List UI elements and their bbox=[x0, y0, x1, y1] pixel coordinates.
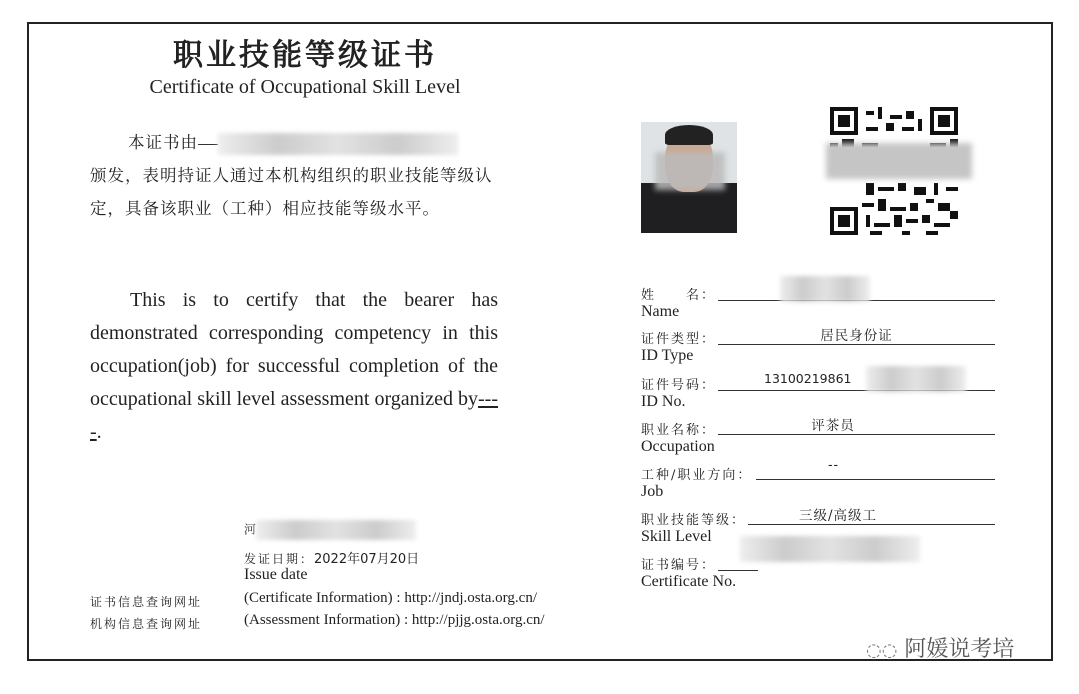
field-skill-level-value: 三级/高级工 bbox=[798, 508, 878, 524]
field-occupation-label-cn: 职业名称： bbox=[641, 423, 717, 438]
field-job-label-cn: 工种/职业方向： bbox=[641, 468, 753, 483]
field-skill-level-label-cn: 职业技能等级： bbox=[641, 513, 747, 528]
issuer-line bbox=[244, 520, 416, 540]
issue-date-label: 发证日期： bbox=[244, 552, 315, 566]
field-occupation bbox=[641, 419, 716, 455]
certificate-title-cn: 职业技能等级证书 bbox=[173, 38, 437, 73]
field-id-type-label-cn: 证件类型： bbox=[641, 332, 717, 347]
wechat-icon: ◌◌ bbox=[866, 640, 898, 661]
field-skill-level bbox=[641, 509, 746, 545]
field-job bbox=[641, 464, 752, 500]
id-no-redacted bbox=[866, 366, 966, 392]
body-en-text: This is to certify that the bearer has demonstrated corresponding competency in this occupation(job) for successful completion of the occupational skill level assessment organized bbox=[90, 289, 498, 410]
field-id-no-value: 13100219861 bbox=[764, 371, 852, 386]
certificate-title-en: Certificate of Occupational Skill Level bbox=[149, 76, 461, 98]
body-text-en bbox=[90, 284, 498, 449]
cert-info-url[interactable]: (Certificate Information) : http://jndj.osta.org.cn/ bbox=[244, 590, 537, 606]
body-en-end: . bbox=[96, 421, 102, 443]
field-skill-level-label-en: Skill Level bbox=[641, 528, 712, 545]
issuer-redacted bbox=[218, 133, 458, 155]
assess-info-url[interactable]: (Assessment Information) : http://pjjg.osta.org.cn/ bbox=[244, 612, 545, 628]
body-cn-prefix: 本证书由 bbox=[128, 133, 198, 152]
name-redacted bbox=[780, 276, 870, 302]
body-en-blank: ---- bbox=[90, 388, 498, 443]
issuer-partial: 河 bbox=[244, 522, 257, 537]
certificate-no-redacted bbox=[740, 536, 920, 562]
field-name bbox=[641, 284, 716, 320]
field-id-type bbox=[641, 328, 716, 364]
field-name-label-en: Name bbox=[641, 303, 680, 320]
field-id-no bbox=[641, 374, 716, 410]
field-certificate-no-label-cn: 证书编号： bbox=[641, 558, 717, 573]
field-id-no-label-en: ID No. bbox=[641, 393, 686, 410]
field-occupation-value: 评茶员 bbox=[811, 418, 855, 434]
bearer-photo bbox=[641, 122, 737, 233]
issue-date-en: Issue date bbox=[244, 566, 308, 583]
qr-redaction bbox=[826, 143, 972, 179]
assess-info-label: 机构信息查询网址 bbox=[90, 617, 203, 631]
field-id-type-value: 居民身份证 bbox=[820, 328, 893, 344]
watermark-text: 阿媛说考培 bbox=[904, 637, 1015, 662]
watermark bbox=[866, 632, 1014, 663]
field-job-value: -- bbox=[827, 457, 840, 473]
body-cn-text: 颁发，表明持证人通过本机构组织的职业技能等级认定，具备该职业（工种）相应技能等级水平。 bbox=[90, 166, 493, 218]
field-certificate-no-label-en: Certificate No. bbox=[641, 573, 737, 590]
field-occupation-label-en: Occupation bbox=[641, 438, 715, 455]
issue-date bbox=[244, 548, 419, 567]
field-id-type-label-en: ID Type bbox=[641, 347, 694, 364]
body-en-by: by bbox=[458, 388, 479, 410]
field-name-label-cn: 姓 名： bbox=[641, 288, 717, 303]
issue-date-value: 2022年07月20日 bbox=[314, 552, 420, 567]
cert-info-label: 证书信息查询网址 bbox=[90, 595, 203, 609]
field-job-label-en: Job bbox=[641, 483, 664, 500]
field-id-no-label-cn: 证件号码： bbox=[641, 378, 717, 393]
issuer-name-redacted bbox=[256, 520, 416, 540]
body-text-cn bbox=[90, 126, 500, 225]
